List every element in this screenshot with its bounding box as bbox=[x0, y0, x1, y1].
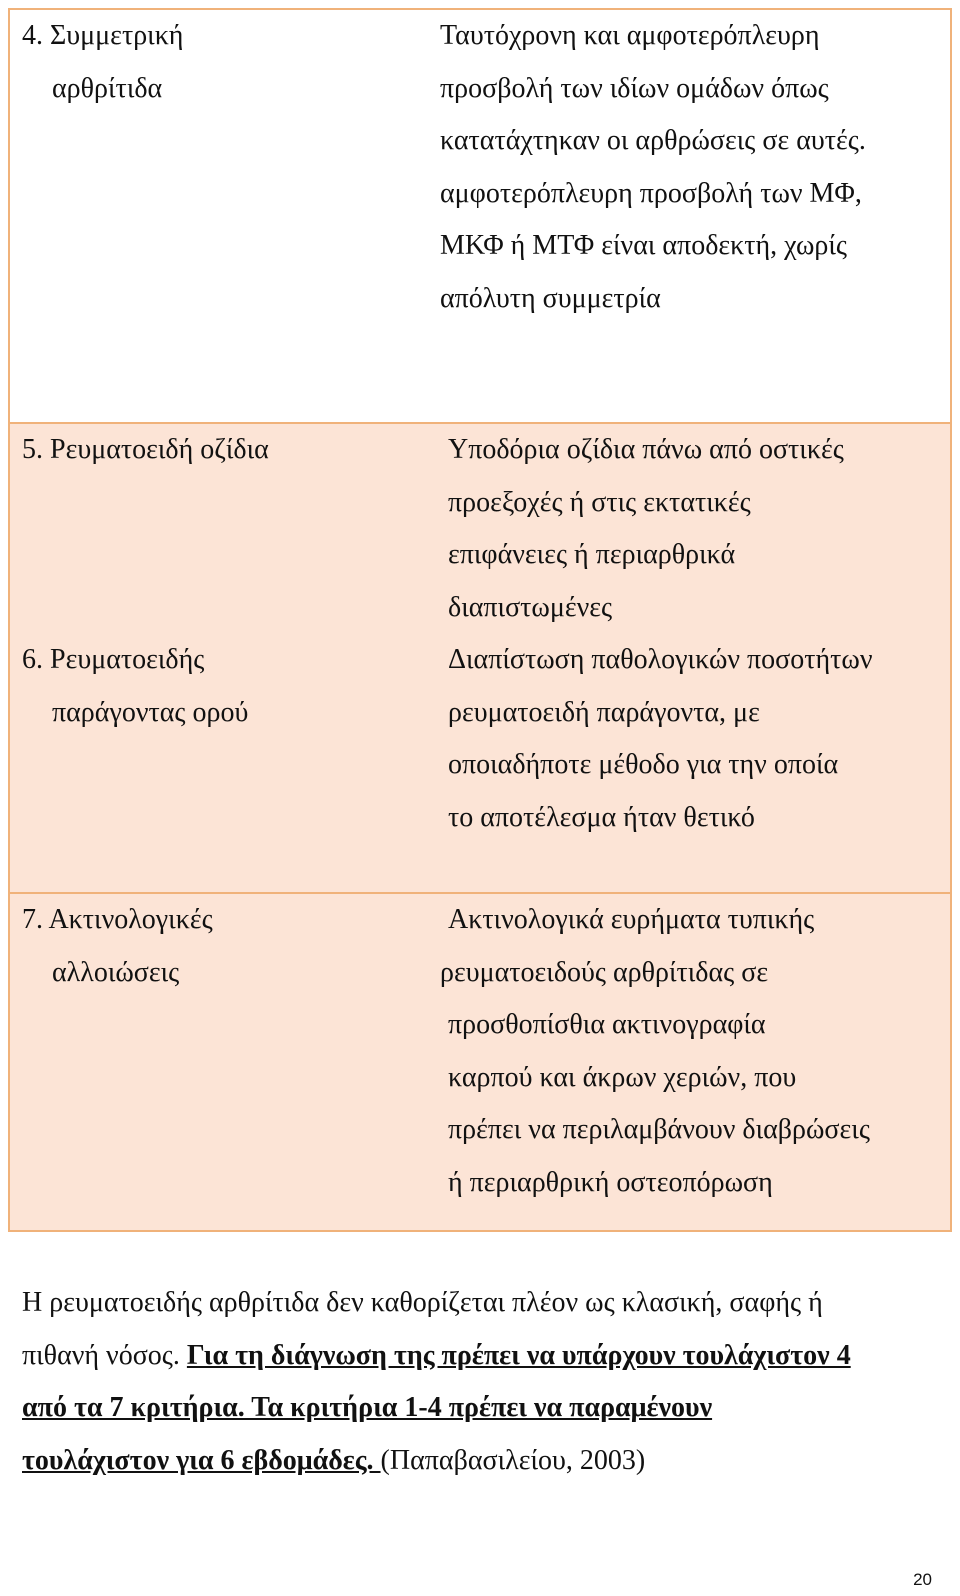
criterion-description bbox=[440, 10, 950, 326]
page-number: 20 bbox=[913, 1570, 932, 1589]
criterion-row-5-6 bbox=[10, 422, 950, 892]
criterion-description bbox=[440, 634, 950, 844]
description-line: Διαπίστωση παθολογικών ποσοτήτων bbox=[448, 644, 873, 675]
description-line: πρέπει να περιλαμβάνουν διαβρώσεις bbox=[448, 1114, 870, 1146]
criterion-description bbox=[440, 894, 950, 1210]
description-line: ή περιαρθρική οστεοπόρωση bbox=[448, 1166, 773, 1198]
description-line: προσθοπίσθια ακτινογραφία bbox=[448, 1009, 766, 1041]
description-line: το αποτέλεσμα ήταν θετικό bbox=[448, 801, 755, 833]
note-emphasis-text: Για τη διάγνωση της πρέπει να υπάρχουν τουλάχιστον 4 bbox=[186, 1339, 851, 1371]
note-line bbox=[22, 1382, 942, 1435]
description-line: επιφάνειες ή περιαρθρικά bbox=[448, 539, 736, 571]
criterion-name bbox=[22, 634, 422, 739]
criterion-name-line: αλλοιώσεις bbox=[52, 956, 180, 988]
description-line: οποιαδήποτε μέθοδο για την οποία bbox=[448, 749, 839, 781]
description-line: Ταυτόχρονη και αμφοτερόπλευρη bbox=[440, 20, 820, 51]
description-line: απόλυτη συμμετρία bbox=[440, 282, 661, 314]
note-emphasis-text: από τα 7 κριτήρια. Τα κριτήρια 1-4 πρέπει να παραμένουν bbox=[22, 1392, 713, 1424]
description-line: διαπιστωμένες bbox=[448, 591, 613, 623]
description-line: Υποδόρια οζίδια πάνω από οστικές bbox=[448, 434, 844, 465]
description-line: Ακτινολογικά ευρήματα τυπικής bbox=[448, 904, 815, 935]
description-line: προσβολή των ιδίων ομάδων όπως bbox=[440, 72, 829, 104]
criterion-row-7 bbox=[10, 892, 950, 1230]
note-emphasis-text: τουλάχιστον για 6 εβδομάδες. bbox=[22, 1444, 381, 1476]
description-line: ΜΚΦ ή ΜΤΦ είναι αποδεκτή, χωρίς bbox=[440, 230, 848, 262]
criterion-name-line: 4. Συμμετρική bbox=[22, 20, 184, 51]
criterion-description bbox=[440, 424, 950, 634]
criterion-name-line: 7. Ακτινολογικές bbox=[22, 904, 213, 935]
criteria-table bbox=[8, 8, 952, 1232]
criterion-name-line: 6. Ρευματοειδής bbox=[22, 644, 205, 675]
description-line: καρπού και άκρων χεριών, που bbox=[448, 1061, 797, 1093]
criterion-name bbox=[22, 10, 422, 115]
citation: (Παπαβασιλείου, 2003) bbox=[380, 1444, 646, 1476]
criterion-name-line: αρθρίτιδα bbox=[52, 72, 163, 104]
note-line bbox=[22, 1435, 942, 1488]
criterion-row-4 bbox=[10, 10, 950, 422]
criterion-name bbox=[22, 424, 422, 477]
description-line: κατατάχτηκαν οι αρθρώσεις σε αυτές. bbox=[440, 125, 866, 157]
description-line: προεξοχές ή στις εκτατικές bbox=[448, 486, 751, 518]
description-line: ρευματοειδούς αρθρίτιδας σε bbox=[440, 956, 769, 988]
note-line bbox=[22, 1330, 942, 1383]
criterion-name-line: 5. Ρευματοειδή οζίδια bbox=[22, 434, 269, 465]
note-plain-text: πιθανή νόσος. bbox=[22, 1339, 187, 1371]
criterion-name bbox=[22, 894, 422, 999]
description-line: ρευματοειδή παράγοντα, με bbox=[448, 696, 760, 728]
criterion-name-line: παράγοντας ορού bbox=[52, 696, 249, 728]
diagnosis-note bbox=[22, 1277, 942, 1487]
note-line: Η ρευματοειδής αρθρίτιδα δεν καθορίζεται πλέον ως κλασική, σαφής ή bbox=[22, 1287, 823, 1318]
description-line: αμφοτερόπλευρη προσβολή των ΜΦ, bbox=[440, 177, 862, 209]
